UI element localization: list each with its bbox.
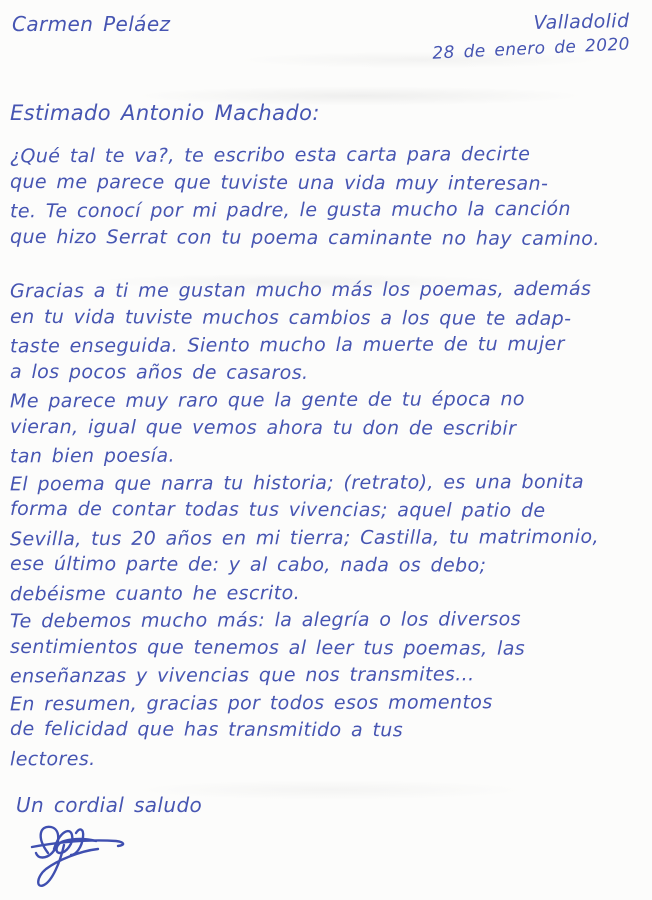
paragraph-5 bbox=[10, 607, 636, 690]
sender-name: Carmen Peláez bbox=[12, 12, 171, 36]
letter-line: que hizo Serrat con tu poema caminante no hay camino. bbox=[9, 225, 600, 250]
letter-line: tan bien poesía. bbox=[9, 444, 175, 468]
letter-line: Sevilla, tus 20 años en mi tierra; Castilla, tu matrimonio, bbox=[9, 525, 599, 550]
paragraph-2 bbox=[10, 277, 636, 387]
letter-line: forma de contar todas tus vivencias; aquel patio de bbox=[9, 497, 546, 522]
letter-line: en tu vida tuviste muchos cambios a los que te adap- bbox=[9, 305, 572, 330]
letter-body bbox=[10, 142, 636, 772]
letter-line: Me parece muy raro que la gente de tu época no bbox=[9, 388, 525, 413]
letter-line: vieran, igual que vemos ahora tu don de escribir bbox=[9, 415, 517, 440]
letter-line: debéisme cuanto he escrito. bbox=[9, 581, 301, 605]
letter-line: enseñanzas y vivencias que nos transmites... bbox=[9, 663, 475, 688]
greeting: Estimado Antonio Machado: bbox=[10, 101, 320, 125]
place-name: Valladolid bbox=[533, 9, 630, 35]
letter-line: ¿Qué tal te va?, te escribo esta carta para decirte bbox=[9, 143, 531, 168]
letter-line: Te debemos mucho más: la alegría o los diversos bbox=[9, 608, 522, 633]
paragraph-3 bbox=[10, 387, 636, 470]
letter-line: taste enseguida. Siento mucho la muerte de tu mujer bbox=[9, 332, 565, 358]
letter-line: El poema que narra tu historia; (retrato), es una bonita bbox=[9, 470, 585, 495]
letter-line: Gracias a ti me gustan mucho más los poemas, además bbox=[9, 277, 592, 303]
letter-line: sentimientos que tenemos al leer tus poemas, las bbox=[9, 635, 526, 660]
letter-header bbox=[10, 9, 636, 64]
closing-salutation: Un cordial saludo bbox=[16, 793, 203, 817]
letter-line: de felicidad que has transmitido a tus bbox=[9, 717, 404, 742]
paragraph-1 bbox=[10, 142, 636, 252]
signature-scribble bbox=[24, 819, 154, 891]
place-date-block bbox=[432, 9, 637, 64]
letter-date: 28 de enero de 2020 bbox=[432, 34, 631, 64]
letter-line: te. Te conocí por mi padre, le gusta mucho la canción bbox=[9, 197, 571, 223]
paragraph-4 bbox=[10, 470, 636, 608]
letter-line: que me parece que tuviste una vida muy interesan- bbox=[9, 170, 549, 195]
letter-line: ese último parte de: y al cabo, nada os debo; bbox=[9, 552, 487, 577]
letter-line: En resumen, gracias por todos esos momentos bbox=[9, 690, 493, 715]
paragraph-6 bbox=[10, 690, 636, 773]
letter-line: lectores. bbox=[9, 747, 96, 770]
letter-line: a los pocos años de casaros. bbox=[9, 360, 309, 384]
